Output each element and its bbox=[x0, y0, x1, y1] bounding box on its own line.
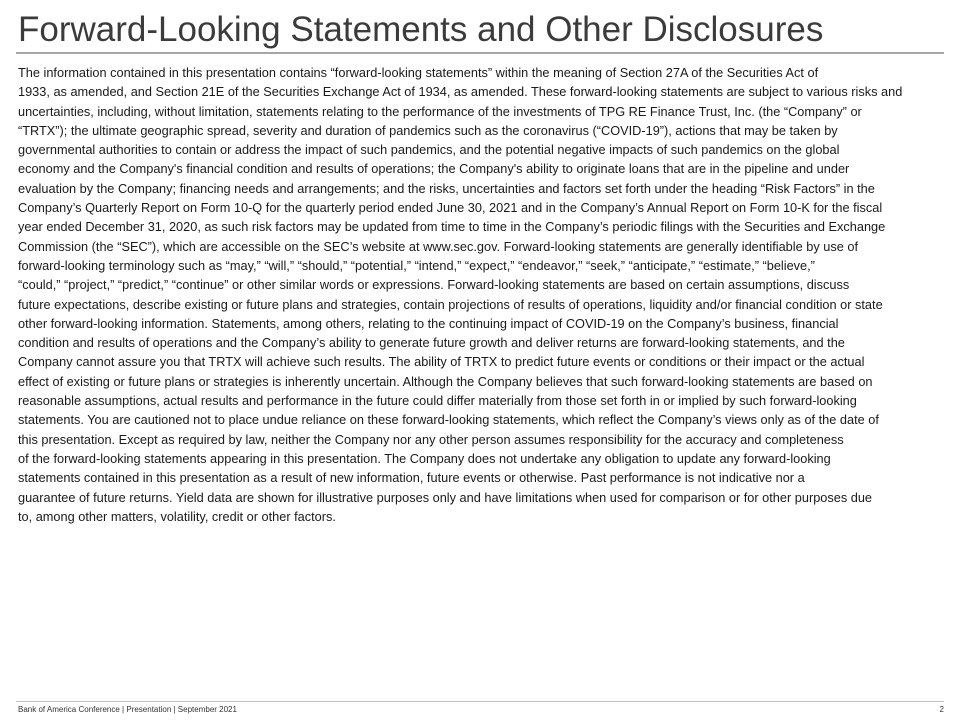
page-title: Forward-Looking Statements and Other Disclosures bbox=[18, 10, 824, 49]
paragraph-line: governmental authorities to contain or address the impact of such pandemics, and the potential negative impacts of such pandemics on the global bbox=[18, 142, 840, 158]
paragraph-line: Company cannot assure you that TRTX will achieve such results. The ability of TRTX to predict future events or conditions or their impact or the actual bbox=[18, 354, 865, 370]
paragraph-line: Company’s Quarterly Report on Form 10-Q for the quarterly period ended June 30, 2021 and in the Company’s Annual Report on Form 10-K for the fiscal bbox=[18, 200, 883, 216]
paragraph-line: reasonable assumptions, actual results and performance in the future could differ materially from those set forth in or implied by such forward-looking bbox=[18, 393, 857, 409]
footer-divider bbox=[16, 701, 944, 702]
paragraph-line: “could,” “project,” “predict,” “continue” or other similar words or expressions. Forward-looking statements are based on certain assumptions, discuss bbox=[18, 277, 850, 293]
paragraph-line: of the forward-looking statements appearing in this presentation. The Company does not undertake any obligation to update any forward-looking bbox=[18, 450, 831, 466]
paragraph-line: effect of existing or future plans or strategies is inherently uncertain. Although the Company believes that such forward-looking statements are based on bbox=[18, 373, 873, 389]
footer-source: Bank of America Conference | Presentation | September 2021 bbox=[18, 705, 237, 714]
paragraph-line: “TRTX”); the ultimate geographic spread, severity and duration of pandemics such as the coronavirus (“COVID-19”), actions that may be taken by bbox=[18, 122, 838, 138]
paragraph-line: 1933, as amended, and Section 21E of the Securities Exchange Act of 1934, as amended. These forward-looking statements are subject to various risks and bbox=[18, 84, 903, 100]
paragraph-line: evaluation by the Company; financing needs and arrangements; and the risks, uncertainties and factors set forth under the heading “Risk Factors” in the bbox=[18, 180, 875, 196]
paragraph-line: uncertainties, including, without limitation, statements relating to the performance of the investments of TPG RE Finance Trust, Inc. (the “Company” or bbox=[18, 103, 862, 119]
paragraph-line: future expectations, describe existing or future plans and strategies, contain projections of results of operations, liquidity and/or financial condition or state bbox=[18, 296, 883, 312]
page-number: 2 bbox=[939, 705, 944, 714]
paragraph-line: forward-looking terminology such as “may,” “will,” “should,” “potential,” “intend,” “expect,” “endeavor,” “seek,” “anticipate,” “estimate,” “believe,” bbox=[18, 257, 815, 273]
paragraph-line: statements. You are cautioned not to place undue reliance on these forward-looking statements, which reflect the Company’s views only as of the date of bbox=[18, 412, 879, 428]
paragraph-line: this presentation. Except as required by law, neither the Company nor any other person assumes responsibility for the accuracy and completeness bbox=[18, 431, 844, 447]
paragraph-line: Commission (the “SEC”), which are accessible on the SEC’s website at www.sec.gov. Forward-looking statements are generally identifiable by use of bbox=[18, 238, 858, 254]
disclosure-paragraph bbox=[18, 63, 940, 526]
paragraph-line: other forward-looking information. Statements, among others, relating to the continuing impact of COVID-19 on the Company’s business, financial bbox=[18, 315, 839, 331]
paragraph-line: The information contained in this presentation contains “forward-looking statements” within the meaning of Section 27A of the Securities Act of bbox=[18, 65, 819, 80]
title-divider bbox=[16, 52, 944, 54]
paragraph-line: statements contained in this presentation as a result of new information, future events or otherwise. Past performance is not indicative nor a bbox=[18, 470, 805, 486]
paragraph-line: to, among other matters, volatility, credit or other factors. bbox=[18, 508, 336, 524]
paragraph-line: economy and the Company's financial condition and results of operations; the Company's ability to originate loans that are in the pipeline and under bbox=[18, 161, 850, 177]
paragraph-line: condition and results of operations and the Company’s ability to generate future growth and deliver returns are forward-looking statements, and the bbox=[18, 335, 845, 351]
paragraph-line: guarantee of future returns. Yield data are shown for illustrative purposes only and have limitations when used for comparison or for other purposes due bbox=[18, 489, 873, 505]
paragraph-line: year ended December 31, 2020, as such risk factors may be updated from time to time in the Company’s periodic filings with the Securities and Exchange bbox=[18, 219, 886, 235]
